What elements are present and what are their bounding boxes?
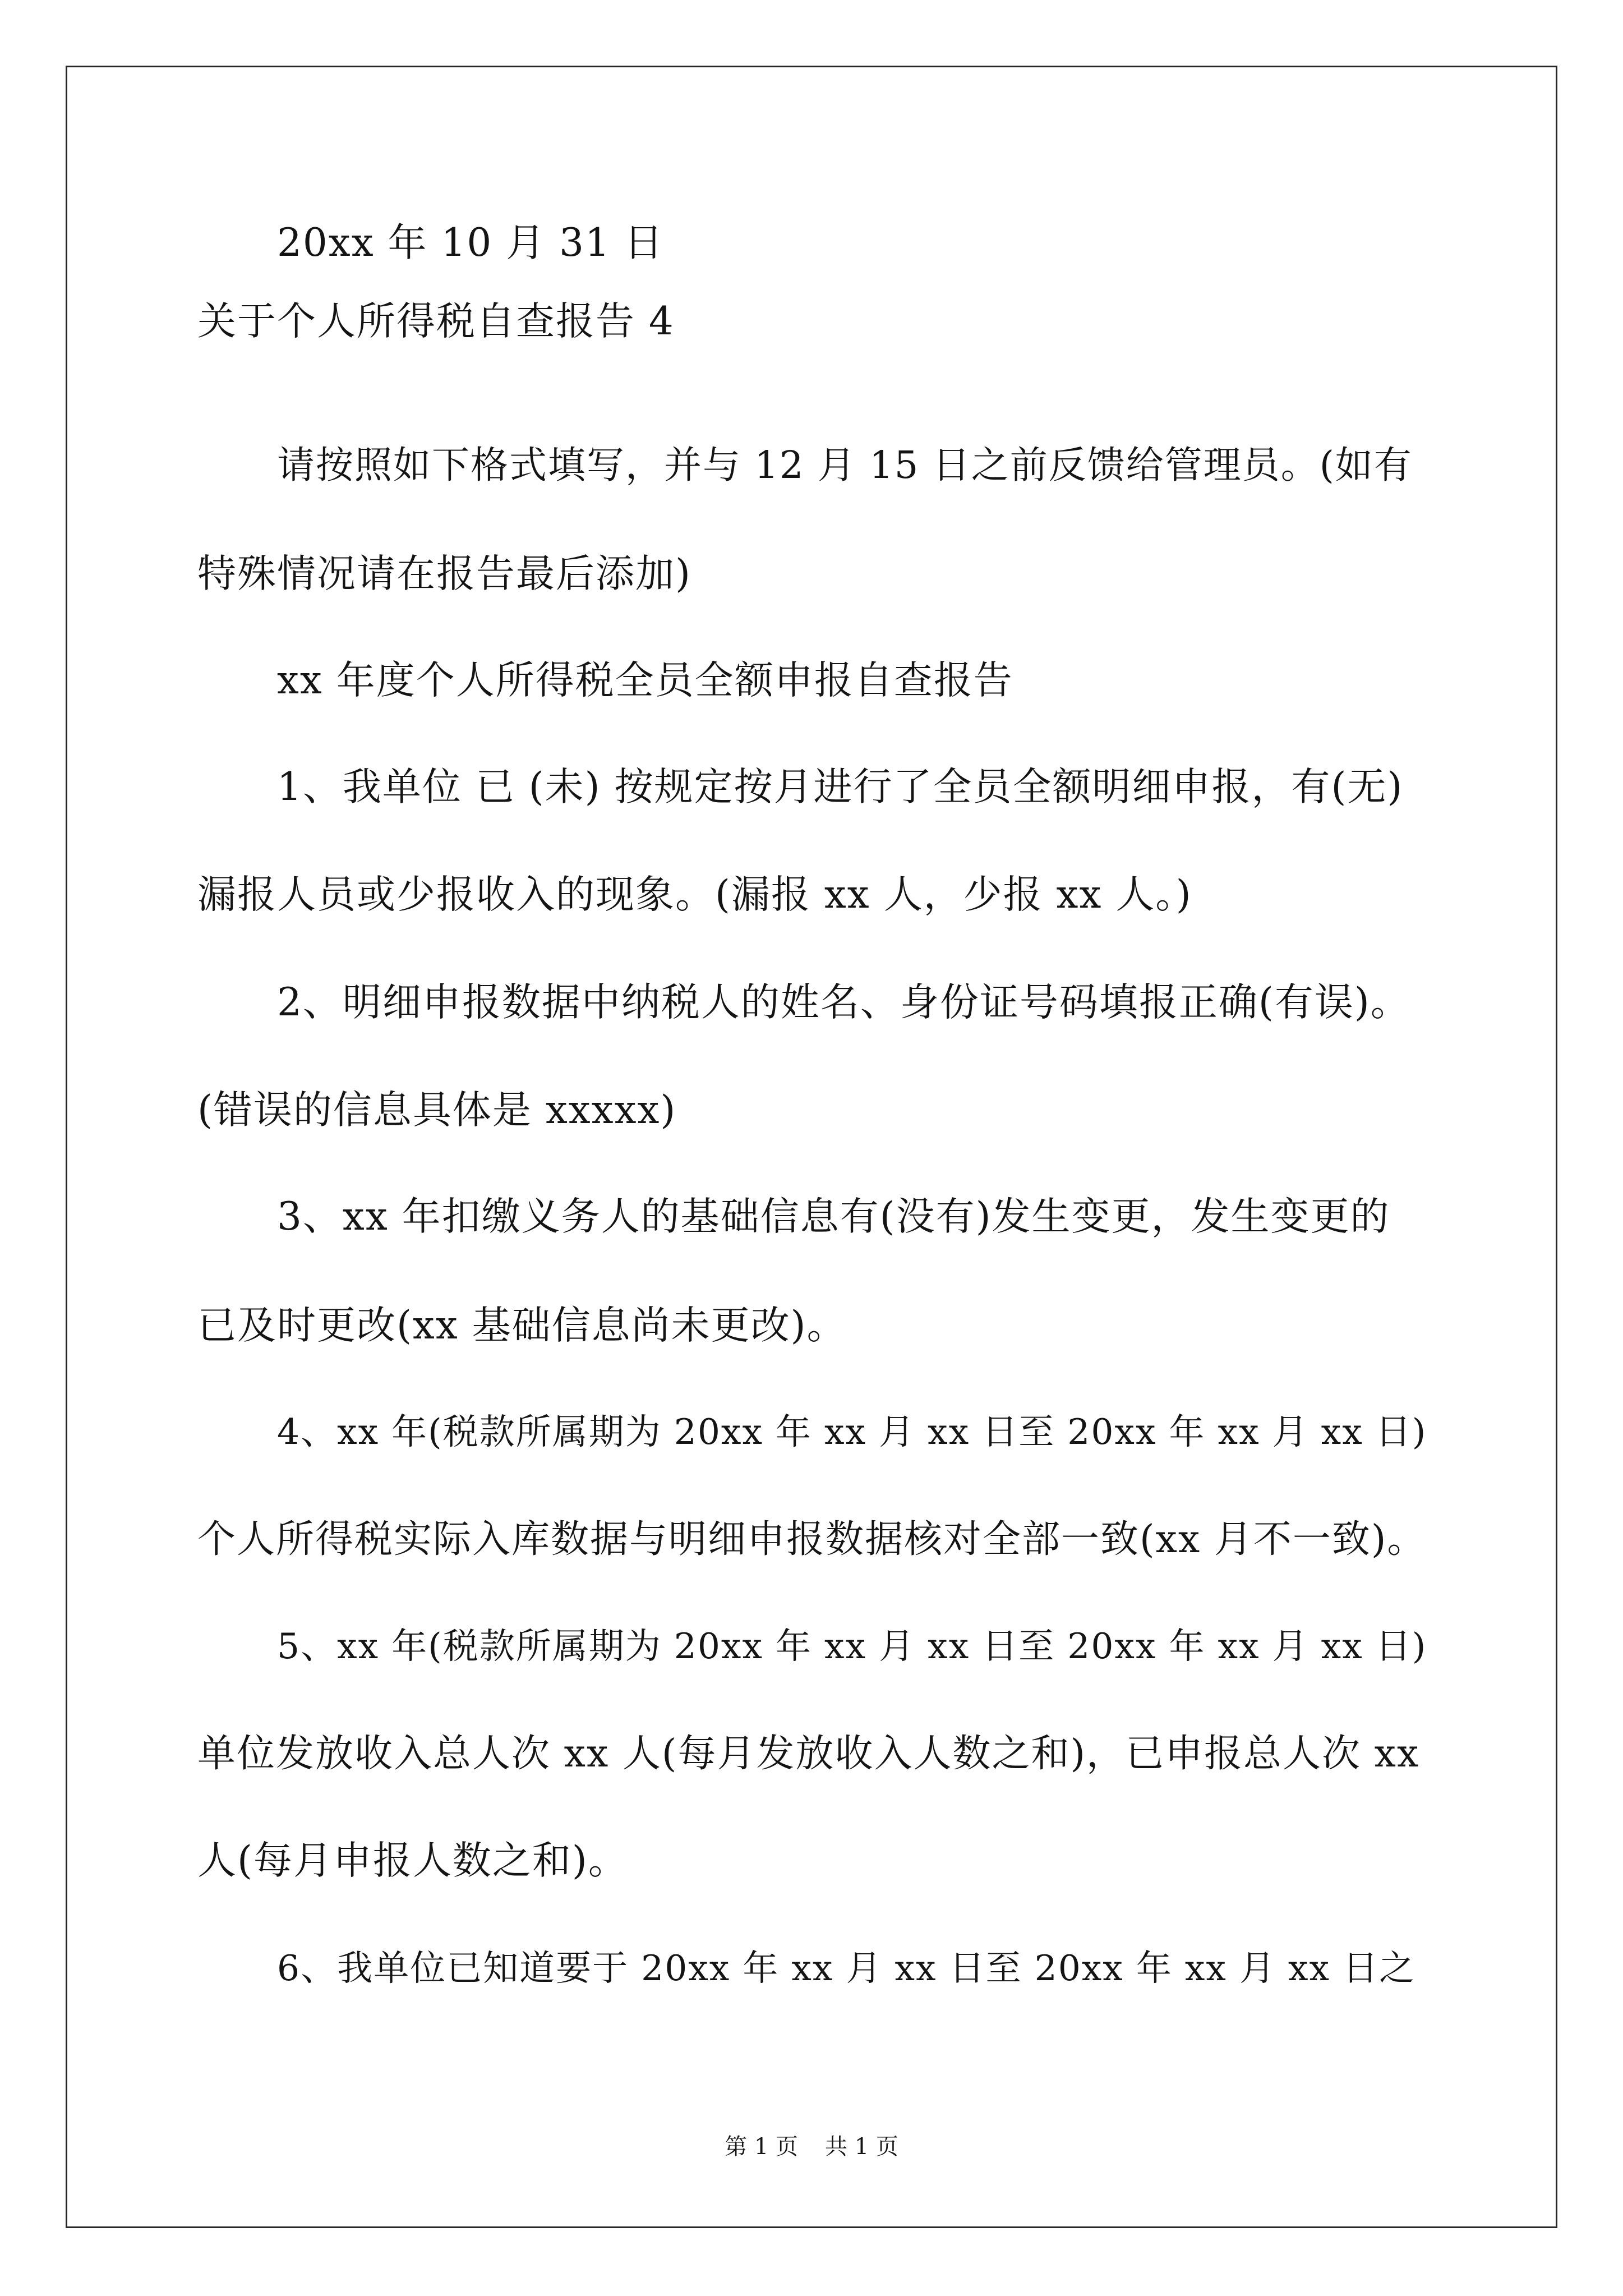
page-total: 共 1 页 bbox=[825, 2134, 898, 2160]
item-6-line: 6、我单位已知道要于 20xx 年 xx 月 xx 日至 20xx 年 xx 月 xx 日之 bbox=[277, 1948, 1416, 1989]
paragraph-line: 特殊情况请在报告最后添加) bbox=[197, 551, 691, 596]
report-title: 关于个人所得税自查报告 4 bbox=[197, 299, 675, 344]
item-5-line: 单位发放收入总人次 xx 人(每月发放收入人数之和)，已申报总人次 xx bbox=[197, 1732, 1420, 1776]
item-5-line: 5、xx 年(税款所属期为 20xx 年 xx 月 xx 日至 20xx 年 xx 月 xx 日) bbox=[277, 1626, 1427, 1667]
item-1-line: 漏报人员或少报收入的现象。(漏报 xx 人，少报 xx 人。) bbox=[197, 872, 1192, 917]
item-1-line: 1、我单位 已 (未) 按规定按月进行了全员全额明细申报，有(无) bbox=[277, 765, 1404, 809]
item-3-line: 3、xx 年扣缴义务人的基础信息有(没有)发生变更，发生变更的 bbox=[277, 1194, 1390, 1239]
date-line: 20xx 年 10 月 31 日 bbox=[277, 220, 664, 265]
item-2-line: 2、明细申报数据中纳税人的姓名、身份证号码填报正确(有误)。 bbox=[277, 980, 1410, 1025]
item-5-line: 人(每月申报人数之和)。 bbox=[197, 1838, 628, 1883]
item-3-line: 已及时更改(xx 基础信息尚未更改)。 bbox=[197, 1303, 847, 1348]
item-4-line: 个人所得税实际入库数据与明细申报数据核对全部一致(xx 月不一致)。 bbox=[197, 1517, 1427, 1562]
section-heading: xx 年度个人所得税全员全额申报自查报告 bbox=[277, 658, 1013, 703]
paragraph-line: 请按照如下格式填写，并与 12 月 15 日之前反馈给管理员。(如有 bbox=[277, 443, 1413, 487]
page-number: 第 1 页 bbox=[725, 2134, 798, 2160]
page-border bbox=[66, 66, 1557, 2228]
item-2-line: (错误的信息具体是 xxxxx) bbox=[197, 1088, 677, 1133]
page-footer bbox=[0, 2133, 1623, 2161]
item-4-line: 4、xx 年(税款所属期为 20xx 年 xx 月 xx 日至 20xx 年 xx 月 xx 日) bbox=[277, 1411, 1427, 1452]
